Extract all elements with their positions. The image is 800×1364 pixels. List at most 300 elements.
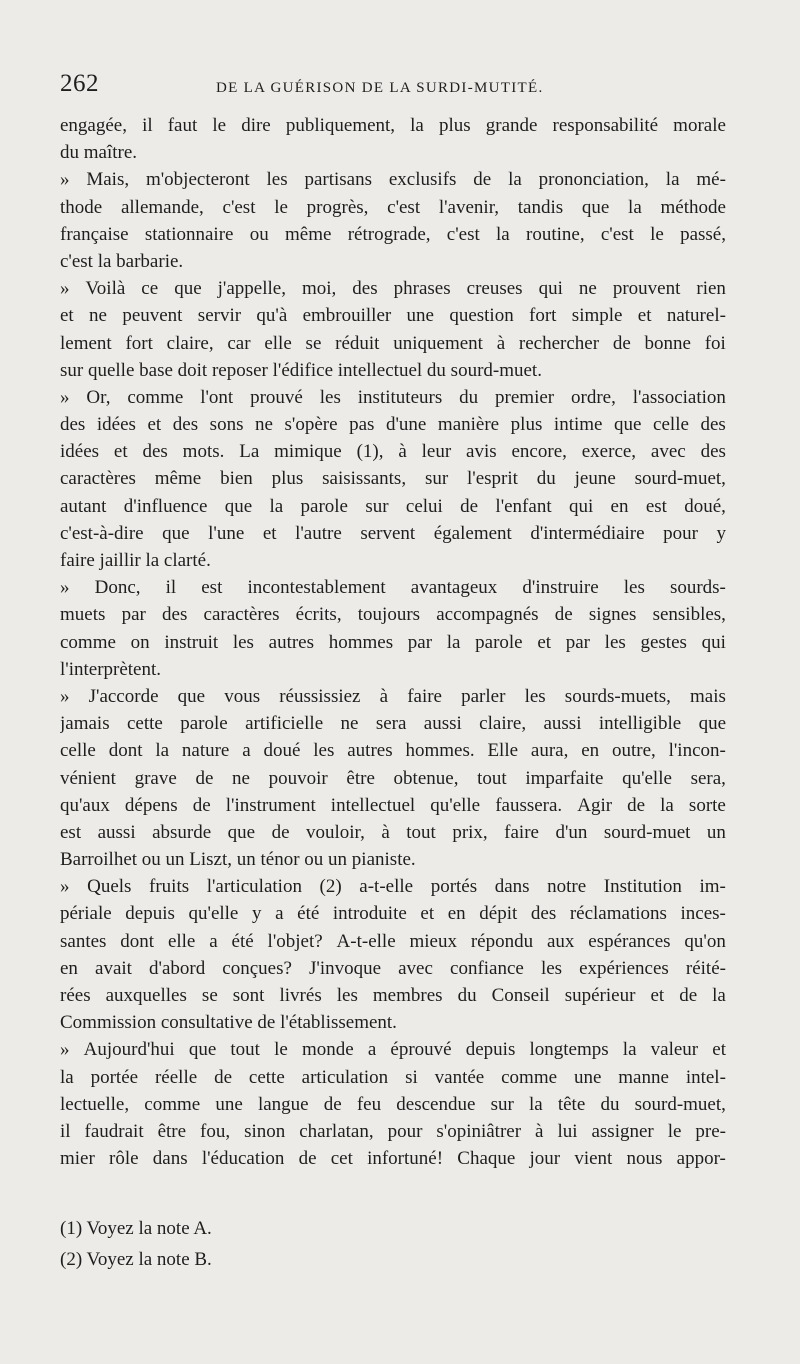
word: le [212, 115, 227, 136]
word: ce [141, 278, 159, 300]
word: du [457, 985, 477, 1006]
text-line [60, 330, 726, 357]
word: que [188, 1039, 217, 1061]
word: mieux [409, 930, 457, 952]
word: pouvoir [268, 767, 328, 789]
word: incontestablement [247, 577, 386, 599]
word: valeur [650, 1039, 699, 1061]
word: elle [167, 930, 196, 952]
word: on [130, 631, 150, 653]
word: et [420, 903, 435, 925]
word: la [628, 196, 642, 218]
word: la [660, 794, 674, 816]
word: sourds- [669, 577, 726, 599]
word: celui [405, 495, 443, 517]
word: même [154, 468, 202, 490]
word: (1), [356, 441, 384, 463]
word: conçues? [222, 957, 292, 979]
word: leur [421, 441, 452, 463]
word: des [700, 441, 726, 463]
word: sinon [244, 1120, 286, 1142]
word: répondu [470, 930, 534, 952]
text-line: sur quelle base doit reposer l'édifice intellectuel du sourd-muet. [60, 359, 542, 381]
word: c'est-à-dire [60, 522, 144, 544]
word: rées [60, 985, 91, 1006]
text-line [60, 465, 726, 492]
word: outre, [611, 740, 656, 762]
word: a [367, 1039, 377, 1061]
word: routine, [526, 223, 585, 245]
word: qu'elle [430, 794, 481, 816]
word: la [712, 985, 726, 1006]
word: si [405, 1066, 418, 1088]
word: dont [120, 930, 155, 952]
word: ne [578, 278, 597, 300]
word: les [336, 985, 358, 1006]
text-line [60, 302, 726, 329]
word: progrès, [306, 196, 369, 218]
word: fou, [200, 1120, 231, 1142]
word: » [60, 577, 70, 599]
word: la [60, 1066, 74, 1088]
text-line [60, 493, 726, 520]
word: et [147, 414, 162, 436]
word: avis [466, 441, 497, 463]
word: rien [696, 278, 726, 300]
word: par [121, 604, 146, 626]
word: de [271, 821, 290, 843]
word: longtemps [529, 1039, 609, 1061]
word: cet [330, 1148, 353, 1170]
word: jamais [60, 713, 110, 735]
word: membres [372, 985, 443, 1006]
word: prix, [452, 821, 488, 843]
word: l'éducation [201, 1148, 285, 1170]
word: toujours [357, 604, 421, 626]
word: s'opiniâtrer [436, 1120, 522, 1142]
word: livrés [279, 985, 322, 1006]
word: avec [650, 441, 686, 463]
word: muets [60, 604, 106, 626]
word: responsabilité [552, 115, 659, 136]
word: expériences [579, 957, 669, 979]
word: en [60, 957, 78, 979]
word: de [679, 985, 698, 1006]
word: les [232, 631, 254, 653]
footnote: (1) Voyez la note A. [60, 1218, 212, 1239]
word: exclusifs [388, 169, 457, 191]
word: du [459, 386, 479, 408]
text-line [60, 520, 726, 547]
word: a [209, 930, 218, 952]
word: le [667, 1120, 682, 1142]
word: que [614, 414, 642, 436]
word: à [398, 441, 407, 463]
footnote: (2) Voyez la note B. [60, 1249, 212, 1270]
word: qu'elle [188, 903, 239, 925]
word: intellectuel [330, 794, 416, 816]
word: mais [690, 685, 726, 707]
word: supérieur [564, 985, 636, 1006]
word: rôle [109, 1148, 139, 1170]
word: lement [60, 332, 112, 354]
word: saisissants, [322, 468, 407, 490]
word: des [142, 441, 168, 463]
text-line [60, 792, 726, 819]
word: signes [588, 604, 637, 626]
word: faut [167, 115, 198, 136]
word: Elle [487, 740, 519, 762]
word: les [313, 740, 335, 762]
word: phrases [393, 278, 451, 300]
word: parole [180, 713, 228, 735]
word: mé- [696, 169, 726, 191]
word: que [162, 522, 190, 544]
word: qu'à [256, 305, 288, 327]
word: qui [568, 495, 594, 517]
word: tout [230, 1039, 260, 1061]
word: de [612, 332, 631, 354]
word: en [581, 740, 600, 762]
word: hommes [328, 631, 394, 653]
word: sourd-muet, [634, 1093, 726, 1115]
word: même [285, 223, 332, 245]
word: l'enfant [495, 495, 552, 517]
text-line [60, 1145, 726, 1172]
word: et [60, 305, 74, 327]
word: il [165, 577, 177, 599]
text-line: du maître. [60, 142, 138, 164]
word: la [269, 495, 284, 517]
word: et [637, 305, 652, 327]
word: intime [553, 414, 603, 436]
word: servir [197, 305, 242, 327]
word: et [712, 1039, 726, 1061]
word: les [604, 631, 626, 653]
text-line [60, 629, 726, 656]
word: premier [495, 386, 555, 408]
word: du [600, 1093, 620, 1115]
running-title: DE LA GUÉRISON DE LA SURDI-MUTITÉ. [216, 80, 544, 96]
word: que [227, 821, 256, 843]
text-line [60, 194, 726, 221]
word: tandis [517, 196, 564, 218]
word: mier [60, 1148, 95, 1170]
word: Voilà [85, 278, 126, 300]
word: » [60, 1039, 70, 1061]
text-line [60, 166, 726, 193]
footnotes [60, 1213, 460, 1275]
word: réduit [335, 332, 380, 354]
word: m'objecteront [145, 169, 250, 191]
word: pre- [695, 1120, 726, 1142]
word: comme [144, 1093, 201, 1115]
word: c'est [600, 223, 634, 245]
word: des [352, 278, 378, 300]
word: a [275, 903, 284, 925]
word: avait [95, 957, 132, 979]
word: j'appelle, [217, 278, 286, 300]
word: sur [490, 1093, 514, 1115]
word: faudrait [84, 1120, 144, 1142]
word: confiance [450, 957, 524, 979]
word: une [406, 305, 434, 327]
word: instituteurs [357, 386, 443, 408]
word: plus [271, 468, 304, 490]
word: thode [60, 196, 103, 218]
word: gestes [640, 631, 687, 653]
word: tête [557, 1093, 586, 1115]
word: moi, [301, 278, 337, 300]
word: c'est [222, 196, 256, 218]
word: mimique [274, 441, 342, 463]
word: vous [224, 685, 261, 707]
word: et [113, 441, 128, 463]
word: comme [60, 631, 116, 653]
word: qui [538, 278, 563, 300]
word: claire, [166, 332, 214, 354]
word: introduite [332, 903, 407, 925]
text-line: l'interprètent. [60, 658, 162, 680]
word: à [379, 685, 389, 707]
word: lui [557, 1120, 578, 1142]
text-line [60, 765, 726, 792]
word: idées [96, 414, 136, 436]
word: sons [209, 414, 244, 436]
text-line [60, 737, 726, 764]
word: que [581, 196, 610, 218]
word: sensibles, [652, 604, 726, 626]
word: plus [510, 414, 543, 436]
word: de [192, 794, 211, 816]
word: aux [546, 930, 575, 952]
word: tout [406, 821, 436, 843]
word: autant [60, 495, 107, 517]
word: embrouiller [302, 305, 392, 327]
word: Quels [87, 876, 132, 898]
word: comme [501, 1066, 558, 1088]
word: grande [485, 115, 538, 136]
word: lectuelle, [60, 1093, 130, 1115]
word: naturel- [666, 305, 726, 327]
word: elle [264, 332, 292, 354]
word: » [60, 386, 70, 408]
word: que [177, 685, 206, 707]
word: d'influence [123, 495, 208, 517]
word: à [535, 1120, 544, 1142]
text-line [60, 221, 726, 248]
word: parole [475, 631, 523, 653]
text-line [60, 683, 726, 710]
word: la [410, 115, 424, 136]
word: prononciation, [538, 169, 649, 191]
word: celle [653, 414, 689, 436]
word: écrits, [295, 604, 342, 626]
word: l'une [208, 522, 245, 544]
word: sera [375, 713, 407, 735]
word: dépit [479, 903, 518, 925]
word: l'association [632, 386, 726, 408]
word: morale [673, 115, 726, 136]
word: et [650, 985, 665, 1006]
word: sera, [690, 767, 726, 789]
word: éprouvé [390, 1039, 452, 1061]
word: autres [268, 631, 315, 653]
word: l'avenir, [438, 196, 500, 218]
word: La [239, 441, 260, 463]
word: jeune [574, 468, 616, 490]
word: allemande, [120, 196, 204, 218]
text-line [60, 1091, 726, 1118]
word: peuvent [122, 305, 183, 327]
word: dont [108, 740, 143, 762]
word: l'esprit [467, 468, 518, 490]
word: dire [241, 115, 271, 136]
running-head [60, 70, 730, 104]
word: » [60, 278, 70, 300]
word: qu'on [684, 930, 726, 952]
word: de [460, 495, 479, 517]
word: le [274, 196, 288, 218]
word: pour [387, 1120, 423, 1142]
word: absurde [152, 821, 212, 843]
word: J'accorde [88, 685, 159, 707]
word: de [298, 1148, 317, 1170]
word: être [346, 767, 375, 789]
word: portée [90, 1066, 139, 1088]
word: publiquement, [285, 115, 396, 136]
word: depuis [125, 903, 175, 925]
word: du [536, 468, 556, 490]
word: est [645, 495, 667, 517]
word: également [433, 522, 512, 544]
word: il [142, 115, 153, 136]
word: pour [663, 522, 698, 544]
word: qu'elle [622, 767, 672, 789]
word: hommes. [405, 740, 475, 762]
word: le [650, 223, 664, 245]
word: faussera. [495, 794, 563, 816]
word: exerce, [581, 441, 637, 463]
word: santes [60, 930, 107, 952]
word: plus [438, 115, 471, 136]
word: instruit [164, 631, 219, 653]
word: est [60, 821, 82, 843]
word: comme [127, 386, 184, 408]
word: descendue [396, 1093, 476, 1115]
word: périale [60, 903, 112, 925]
word: mots. [182, 441, 225, 463]
word: imparfaite [525, 767, 604, 789]
word: l'articulation [206, 876, 302, 898]
word: ou [249, 223, 269, 245]
word: Conseil [491, 985, 550, 1006]
word: a [242, 740, 251, 762]
word: doué, [684, 495, 726, 517]
word: Aujourd'hui [83, 1039, 175, 1061]
word: » [60, 169, 70, 191]
word: la [155, 740, 170, 762]
word: la [496, 223, 510, 245]
word: c'est [446, 223, 480, 245]
word: un [706, 821, 726, 843]
text-line [60, 928, 726, 955]
word: avec [398, 957, 433, 979]
text-line [60, 275, 726, 302]
word: A-t-elle [336, 930, 396, 952]
word: aura, [530, 740, 569, 762]
text-line [60, 438, 726, 465]
word: autres [347, 740, 393, 762]
word: par [407, 631, 433, 653]
word: feu [356, 1093, 382, 1115]
word: bonne [644, 332, 691, 354]
word: appor- [676, 1148, 726, 1170]
word: rechercher [518, 332, 600, 354]
word: sont [232, 985, 265, 1006]
word: nous [626, 1148, 663, 1170]
word: sourd-muet, [634, 468, 726, 490]
text-line [60, 112, 726, 139]
word: foi [704, 332, 726, 354]
word: » [60, 685, 70, 707]
word: des [172, 414, 199, 436]
word: une [573, 1066, 602, 1088]
word: pas [349, 414, 375, 436]
text-line [60, 411, 726, 438]
word: d'une [386, 414, 427, 436]
word: engagée, [60, 115, 127, 136]
word: s'opère [284, 414, 338, 436]
word: ne [340, 713, 359, 735]
word: encore, [511, 441, 567, 463]
word: Or, [86, 386, 111, 408]
word: ne [232, 767, 250, 789]
word: aussi [423, 713, 462, 735]
word: de [323, 1093, 342, 1115]
word: J'invoque [309, 957, 382, 979]
text-line: c'est la barbarie. [60, 250, 184, 272]
word: il [60, 1120, 71, 1142]
word: qui [701, 631, 726, 653]
text-line [60, 1064, 726, 1091]
text-line: Commission consultative de l'établissement. [60, 1012, 397, 1034]
word: vient [574, 1148, 613, 1170]
word: intelligible [598, 713, 682, 735]
word: des [700, 414, 726, 436]
word: espérances [588, 930, 671, 952]
word: le [274, 1039, 288, 1061]
word: obtenue, [393, 767, 459, 789]
word: (2) [319, 876, 342, 898]
word: jour [529, 1148, 561, 1170]
word: de [627, 794, 646, 816]
word: ne [89, 305, 107, 327]
word: infortuné! [367, 1148, 444, 1170]
text-line: faire jaillir la clarté. [60, 550, 211, 571]
word: passé, [680, 223, 726, 245]
text-line [60, 1118, 726, 1145]
word: la [446, 631, 461, 653]
word: aussi [543, 713, 582, 735]
body-text [60, 112, 726, 1172]
word: la [622, 1039, 637, 1061]
word: d'un [555, 821, 588, 843]
word: claire, [479, 713, 527, 735]
word: des [60, 414, 86, 436]
word: caractères [203, 604, 280, 626]
word: sur [424, 468, 449, 490]
